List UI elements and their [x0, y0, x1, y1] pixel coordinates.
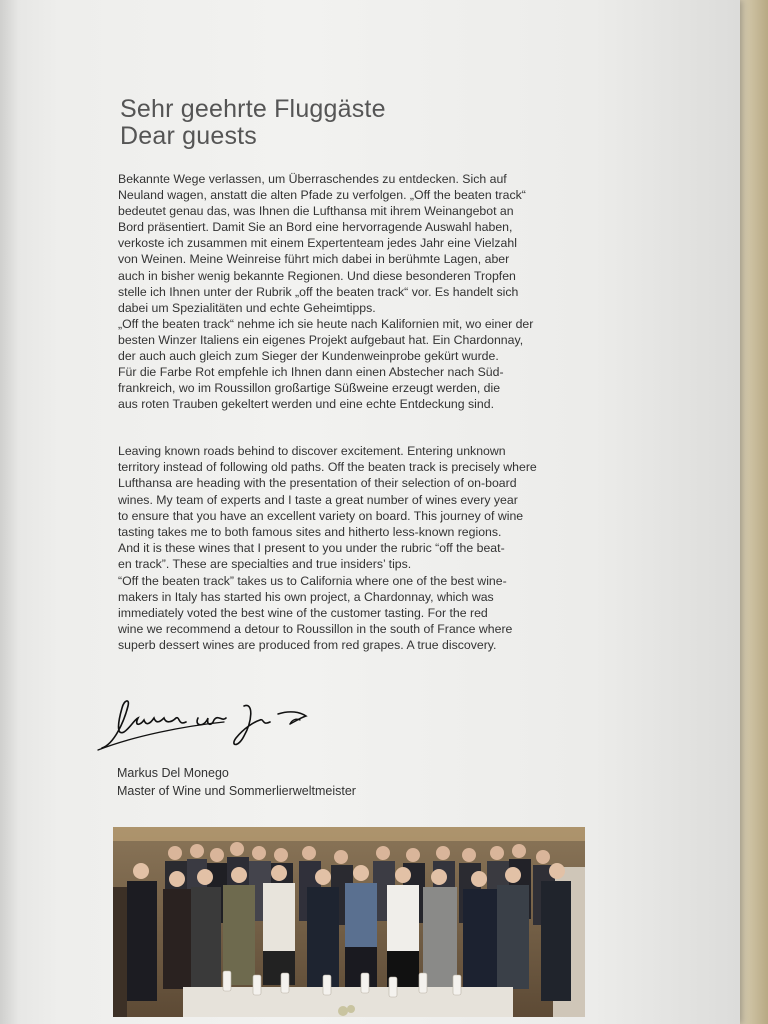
- text-line: stelle ich Ihnen unter der Rubrik „off the beaten track“ vor. Es handelt sich: [118, 284, 519, 299]
- text-line: frankreich, wo im Roussillon großartige Süßweine erzeugt werden, die: [118, 381, 501, 396]
- text-line: besten Winzer Italiens ein eigenes Projekt aufgebaut hat. Ein Chardonnay,: [118, 332, 524, 347]
- author-name: Markus Del Monego: [117, 766, 229, 780]
- text-line: makers in Italy has started his own project, a Chardonnay, which was: [118, 589, 494, 604]
- text-line: dabei um Spezialitäten und echte Geheimtipps.: [118, 300, 376, 315]
- text-line: bedeutet genau das, was Ihnen die Lufthansa mit ihrem Weinangebot an: [118, 204, 514, 219]
- page-title: [120, 96, 386, 150]
- title-english: Dear guests: [120, 122, 257, 150]
- text-line: immediately voted the best wine of the customer tasting. For the red: [118, 606, 488, 621]
- text-line: And it is these wines that I present to you under the rubric “off the beat-: [118, 541, 505, 556]
- text-line: en track”. These are specialties and true insiders’ tips.: [118, 557, 412, 572]
- text-line: superb dessert wines are produced from red grapes. A true discovery.: [118, 638, 497, 653]
- page-fold: [0, 0, 18, 1024]
- title-german: Sehr geehrte Fluggäste: [120, 95, 386, 123]
- text-line: wines. My team of experts and I taste a great number of wines every year: [118, 492, 518, 507]
- text-line: Bord präsentiert. Damit Sie an Bord eine hervorragende Auswahl haben,: [118, 220, 513, 235]
- text-line: Bekannte Wege verlassen, um Überraschendes zu entdecken. Sich auf: [118, 172, 507, 186]
- text-line: territory instead of following old paths. Off the beaten track is precisely where: [118, 460, 537, 475]
- text-line: verkoste ich zusammen mit einem Expertenteam jedes Jahr eine Vielzahl: [118, 236, 517, 251]
- text-line: auch in bisher wenig bekannte Regionen. Und diese besonderen Tropfen: [118, 268, 516, 283]
- text-line: to ensure that you have an excellent variety on board. This journey of wine: [118, 508, 524, 523]
- text-line: Leaving known roads behind to discover excitement. Entering unknown: [118, 444, 506, 458]
- text-line: Für die Farbe Rot empfehle ich Ihnen dann einen Abstecher nach Süd-: [118, 365, 504, 380]
- text-line: aus roten Trauben gekeltert werden und eine echte Entdeckung sind.: [118, 397, 494, 412]
- group-photo-illustration: [113, 827, 585, 1017]
- signature-caption: [117, 764, 356, 800]
- english-paragraph: [118, 443, 578, 654]
- text-line: der auch auch gleich zum Sieger der Kundenweinprobe gekürt wurde.: [118, 349, 499, 364]
- handwritten-signature: [94, 692, 314, 756]
- text-line: von Weinen. Meine Weinreise führt mich dabei in berühmte Lagen, aber: [118, 252, 510, 267]
- text-line: „Off the beaten track“ nehme ich sie heute nach Kalifornien mit, wo einer der: [118, 316, 534, 331]
- text-line: Lufthansa are heading with the presentation of their selection of on-board: [118, 476, 517, 491]
- text-line: “Off the beaten track” takes us to California where one of the best wine-: [118, 573, 507, 588]
- text-line: wine we recommend a detour to Roussillon in the south of France where: [118, 622, 513, 637]
- group-photo: [113, 827, 585, 1017]
- text-line: Neuland wagen, anstatt die alten Pfade zu verfolgen. „Off the beaten track“: [118, 188, 526, 203]
- text-line: tasting takes me to both famous sites and hitherto less-known regions.: [118, 525, 502, 540]
- german-paragraph: [118, 171, 563, 412]
- author-title: Master of Wine und Sommerlierweltmeister: [117, 784, 356, 798]
